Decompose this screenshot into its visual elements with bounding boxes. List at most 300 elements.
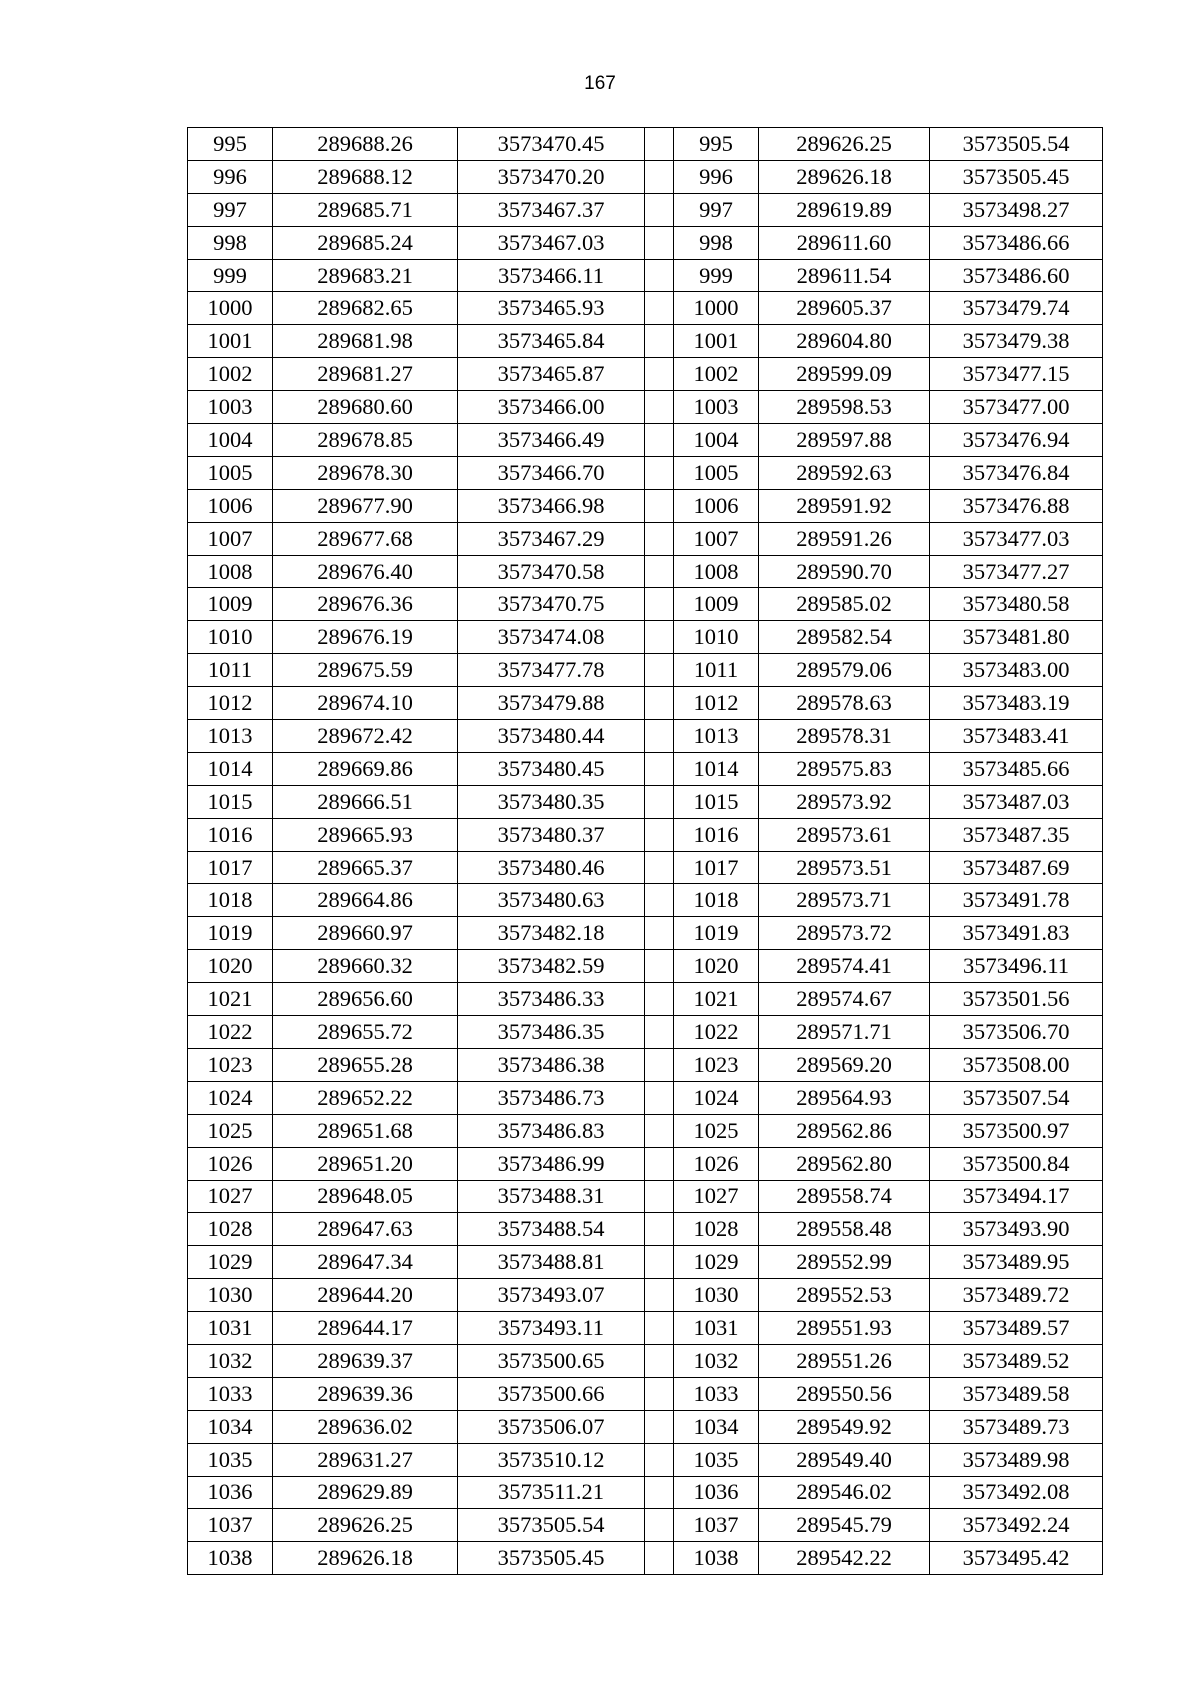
left-x-coordinate-cell: 289676.19 — [273, 621, 458, 654]
page-number: 167 — [584, 73, 616, 94]
table-row — [188, 1410, 1103, 1443]
left-x-coordinate-cell: 289672.42 — [273, 720, 458, 753]
right-point-id-cell: 1002 — [674, 358, 759, 391]
right-point-id-cell: 1026 — [674, 1147, 759, 1180]
left-point-id-cell: 1026 — [188, 1147, 273, 1180]
right-y-coordinate-cell: 3573492.24 — [930, 1509, 1103, 1542]
left-x-coordinate-cell: 289626.18 — [273, 1542, 458, 1575]
right-y-coordinate-cell: 3573483.19 — [930, 687, 1103, 720]
separator-cell — [645, 226, 674, 259]
separator-cell — [645, 1114, 674, 1147]
table-row — [188, 1114, 1103, 1147]
table-row — [188, 160, 1103, 193]
left-point-id-cell: 1031 — [188, 1312, 273, 1345]
left-y-coordinate-cell: 3573486.83 — [458, 1114, 645, 1147]
left-y-coordinate-cell: 3573465.87 — [458, 358, 645, 391]
right-y-coordinate-cell: 3573508.00 — [930, 1048, 1103, 1081]
left-y-coordinate-cell: 3573493.11 — [458, 1312, 645, 1345]
separator-cell — [645, 1377, 674, 1410]
left-point-id-cell: 1006 — [188, 489, 273, 522]
table-row — [188, 555, 1103, 588]
left-y-coordinate-cell: 3573465.84 — [458, 325, 645, 358]
separator-cell — [645, 851, 674, 884]
left-y-coordinate-cell: 3573486.33 — [458, 983, 645, 1016]
separator-cell — [645, 1312, 674, 1345]
right-x-coordinate-cell: 289605.37 — [759, 292, 930, 325]
left-x-coordinate-cell: 289681.98 — [273, 325, 458, 358]
left-y-coordinate-cell: 3573466.11 — [458, 259, 645, 292]
table-row — [188, 917, 1103, 950]
left-y-coordinate-cell: 3573466.70 — [458, 456, 645, 489]
right-point-id-cell: 1032 — [674, 1344, 759, 1377]
right-x-coordinate-cell: 289551.26 — [759, 1344, 930, 1377]
table-row — [188, 1016, 1103, 1049]
right-point-id-cell: 1009 — [674, 588, 759, 621]
left-y-coordinate-cell: 3573511.21 — [458, 1476, 645, 1509]
left-point-id-cell: 1038 — [188, 1542, 273, 1575]
right-point-id-cell: 1029 — [674, 1246, 759, 1279]
left-point-id-cell: 1015 — [188, 785, 273, 818]
right-x-coordinate-cell: 289573.71 — [759, 884, 930, 917]
table-row — [188, 128, 1103, 161]
right-point-id-cell: 1010 — [674, 621, 759, 654]
left-y-coordinate-cell: 3573470.75 — [458, 588, 645, 621]
left-point-id-cell: 1032 — [188, 1344, 273, 1377]
left-point-id-cell: 1009 — [188, 588, 273, 621]
left-x-coordinate-cell: 289688.12 — [273, 160, 458, 193]
left-point-id-cell: 1029 — [188, 1246, 273, 1279]
left-point-id-cell: 1033 — [188, 1377, 273, 1410]
left-point-id-cell: 1021 — [188, 983, 273, 1016]
right-y-coordinate-cell: 3573489.95 — [930, 1246, 1103, 1279]
right-point-id-cell: 1035 — [674, 1443, 759, 1476]
left-point-id-cell: 1013 — [188, 720, 273, 753]
right-x-coordinate-cell: 289592.63 — [759, 456, 930, 489]
right-point-id-cell: 1006 — [674, 489, 759, 522]
left-y-coordinate-cell: 3573505.45 — [458, 1542, 645, 1575]
right-x-coordinate-cell: 289569.20 — [759, 1048, 930, 1081]
left-point-id-cell: 1019 — [188, 917, 273, 950]
right-x-coordinate-cell: 289574.41 — [759, 950, 930, 983]
left-y-coordinate-cell: 3573486.99 — [458, 1147, 645, 1180]
separator-cell — [645, 456, 674, 489]
right-point-id-cell: 1015 — [674, 785, 759, 818]
left-y-coordinate-cell: 3573493.07 — [458, 1279, 645, 1312]
separator-cell — [645, 818, 674, 851]
right-y-coordinate-cell: 3573477.00 — [930, 391, 1103, 424]
separator-cell — [645, 950, 674, 983]
separator-cell — [645, 752, 674, 785]
right-point-id-cell: 996 — [674, 160, 759, 193]
left-point-id-cell: 1014 — [188, 752, 273, 785]
right-y-coordinate-cell: 3573479.74 — [930, 292, 1103, 325]
right-y-coordinate-cell: 3573505.45 — [930, 160, 1103, 193]
table-row — [188, 1081, 1103, 1114]
separator-cell — [645, 555, 674, 588]
left-point-id-cell: 1035 — [188, 1443, 273, 1476]
table-row — [188, 720, 1103, 753]
separator-cell — [645, 1048, 674, 1081]
separator-cell — [645, 1246, 674, 1279]
table-row — [188, 654, 1103, 687]
right-y-coordinate-cell: 3573492.08 — [930, 1476, 1103, 1509]
separator-cell — [645, 1476, 674, 1509]
table-row — [188, 1476, 1103, 1509]
right-point-id-cell: 997 — [674, 193, 759, 226]
left-y-coordinate-cell: 3573466.00 — [458, 391, 645, 424]
right-y-coordinate-cell: 3573487.03 — [930, 785, 1103, 818]
right-point-id-cell: 1034 — [674, 1410, 759, 1443]
table-row — [188, 1246, 1103, 1279]
left-x-coordinate-cell: 289676.40 — [273, 555, 458, 588]
table-row — [188, 818, 1103, 851]
left-point-id-cell: 998 — [188, 226, 273, 259]
separator-cell — [645, 292, 674, 325]
left-y-coordinate-cell: 3573480.46 — [458, 851, 645, 884]
left-x-coordinate-cell: 289647.34 — [273, 1246, 458, 1279]
right-x-coordinate-cell: 289604.80 — [759, 325, 930, 358]
right-x-coordinate-cell: 289558.74 — [759, 1180, 930, 1213]
left-y-coordinate-cell: 3573467.03 — [458, 226, 645, 259]
right-x-coordinate-cell: 289542.22 — [759, 1542, 930, 1575]
left-point-id-cell: 1003 — [188, 391, 273, 424]
table-row — [188, 226, 1103, 259]
left-x-coordinate-cell: 289647.63 — [273, 1213, 458, 1246]
separator-cell — [645, 1443, 674, 1476]
table-row — [188, 752, 1103, 785]
table-row — [188, 851, 1103, 884]
right-y-coordinate-cell: 3573479.38 — [930, 325, 1103, 358]
left-x-coordinate-cell: 289660.97 — [273, 917, 458, 950]
right-point-id-cell: 1001 — [674, 325, 759, 358]
right-y-coordinate-cell: 3573496.11 — [930, 950, 1103, 983]
right-point-id-cell: 1023 — [674, 1048, 759, 1081]
table-row — [188, 1509, 1103, 1542]
left-y-coordinate-cell: 3573482.18 — [458, 917, 645, 950]
left-point-id-cell: 997 — [188, 193, 273, 226]
left-point-id-cell: 1036 — [188, 1476, 273, 1509]
right-y-coordinate-cell: 3573507.54 — [930, 1081, 1103, 1114]
right-y-coordinate-cell: 3573477.03 — [930, 522, 1103, 555]
right-y-coordinate-cell: 3573485.66 — [930, 752, 1103, 785]
left-y-coordinate-cell: 3573466.49 — [458, 424, 645, 457]
left-x-coordinate-cell: 289629.89 — [273, 1476, 458, 1509]
left-x-coordinate-cell: 289685.24 — [273, 226, 458, 259]
left-y-coordinate-cell: 3573488.81 — [458, 1246, 645, 1279]
left-y-coordinate-cell: 3573465.93 — [458, 292, 645, 325]
right-x-coordinate-cell: 289582.54 — [759, 621, 930, 654]
separator-cell — [645, 489, 674, 522]
left-x-coordinate-cell: 289677.68 — [273, 522, 458, 555]
right-x-coordinate-cell: 289552.99 — [759, 1246, 930, 1279]
left-point-id-cell: 1001 — [188, 325, 273, 358]
left-x-coordinate-cell: 289626.25 — [273, 1509, 458, 1542]
separator-cell — [645, 687, 674, 720]
table-row — [188, 1443, 1103, 1476]
left-point-id-cell: 1011 — [188, 654, 273, 687]
separator-cell — [645, 193, 674, 226]
table-row — [188, 522, 1103, 555]
left-x-coordinate-cell: 289651.68 — [273, 1114, 458, 1147]
right-point-id-cell: 1021 — [674, 983, 759, 1016]
left-point-id-cell: 1016 — [188, 818, 273, 851]
left-point-id-cell: 1002 — [188, 358, 273, 391]
right-point-id-cell: 1036 — [674, 1476, 759, 1509]
left-x-coordinate-cell: 289678.30 — [273, 456, 458, 489]
separator-cell — [645, 424, 674, 457]
separator-cell — [645, 522, 674, 555]
left-y-coordinate-cell: 3573479.88 — [458, 687, 645, 720]
right-point-id-cell: 1013 — [674, 720, 759, 753]
left-x-coordinate-cell: 289631.27 — [273, 1443, 458, 1476]
left-point-id-cell: 1017 — [188, 851, 273, 884]
left-x-coordinate-cell: 289636.02 — [273, 1410, 458, 1443]
left-y-coordinate-cell: 3573480.45 — [458, 752, 645, 785]
table-row — [188, 621, 1103, 654]
right-x-coordinate-cell: 289549.40 — [759, 1443, 930, 1476]
right-point-id-cell: 1016 — [674, 818, 759, 851]
right-x-coordinate-cell: 289551.93 — [759, 1312, 930, 1345]
left-y-coordinate-cell: 3573480.63 — [458, 884, 645, 917]
right-x-coordinate-cell: 289546.02 — [759, 1476, 930, 1509]
right-point-id-cell: 1008 — [674, 555, 759, 588]
left-point-id-cell: 1007 — [188, 522, 273, 555]
right-x-coordinate-cell: 289562.86 — [759, 1114, 930, 1147]
table-row — [188, 456, 1103, 489]
right-point-id-cell: 1025 — [674, 1114, 759, 1147]
right-point-id-cell: 999 — [674, 259, 759, 292]
right-x-coordinate-cell: 289578.31 — [759, 720, 930, 753]
left-x-coordinate-cell: 289682.65 — [273, 292, 458, 325]
left-x-coordinate-cell: 289651.20 — [273, 1147, 458, 1180]
right-x-coordinate-cell: 289591.92 — [759, 489, 930, 522]
right-point-id-cell: 1020 — [674, 950, 759, 983]
separator-cell — [645, 720, 674, 753]
table-row — [188, 259, 1103, 292]
left-y-coordinate-cell: 3573506.07 — [458, 1410, 645, 1443]
separator-cell — [645, 1016, 674, 1049]
left-x-coordinate-cell: 289685.71 — [273, 193, 458, 226]
table-row — [188, 1344, 1103, 1377]
left-y-coordinate-cell: 3573486.73 — [458, 1081, 645, 1114]
right-y-coordinate-cell: 3573491.83 — [930, 917, 1103, 950]
separator-cell — [645, 1180, 674, 1213]
table-row — [188, 950, 1103, 983]
right-y-coordinate-cell: 3573483.41 — [930, 720, 1103, 753]
separator-cell — [645, 588, 674, 621]
right-x-coordinate-cell: 289573.51 — [759, 851, 930, 884]
table-row — [188, 884, 1103, 917]
table-row — [188, 1312, 1103, 1345]
right-y-coordinate-cell: 3573483.00 — [930, 654, 1103, 687]
right-x-coordinate-cell: 289599.09 — [759, 358, 930, 391]
right-y-coordinate-cell: 3573476.94 — [930, 424, 1103, 457]
right-point-id-cell: 1014 — [674, 752, 759, 785]
left-y-coordinate-cell: 3573480.35 — [458, 785, 645, 818]
left-point-id-cell: 1012 — [188, 687, 273, 720]
separator-cell — [645, 621, 674, 654]
left-y-coordinate-cell: 3573474.08 — [458, 621, 645, 654]
table-row — [188, 1279, 1103, 1312]
table-row — [188, 1542, 1103, 1575]
right-point-id-cell: 1024 — [674, 1081, 759, 1114]
separator-cell — [645, 128, 674, 161]
left-y-coordinate-cell: 3573488.54 — [458, 1213, 645, 1246]
right-y-coordinate-cell: 3573476.84 — [930, 456, 1103, 489]
left-x-coordinate-cell: 289676.36 — [273, 588, 458, 621]
left-x-coordinate-cell: 289675.59 — [273, 654, 458, 687]
right-y-coordinate-cell: 3573506.70 — [930, 1016, 1103, 1049]
right-y-coordinate-cell: 3573489.98 — [930, 1443, 1103, 1476]
table-row — [188, 325, 1103, 358]
left-point-id-cell: 999 — [188, 259, 273, 292]
left-x-coordinate-cell: 289648.05 — [273, 1180, 458, 1213]
right-x-coordinate-cell: 289558.48 — [759, 1213, 930, 1246]
right-x-coordinate-cell: 289591.26 — [759, 522, 930, 555]
left-point-id-cell: 996 — [188, 160, 273, 193]
right-x-coordinate-cell: 289578.63 — [759, 687, 930, 720]
right-x-coordinate-cell: 289562.80 — [759, 1147, 930, 1180]
right-point-id-cell: 1033 — [674, 1377, 759, 1410]
left-point-id-cell: 1008 — [188, 555, 273, 588]
left-x-coordinate-cell: 289678.85 — [273, 424, 458, 457]
left-y-coordinate-cell: 3573480.37 — [458, 818, 645, 851]
left-point-id-cell: 1025 — [188, 1114, 273, 1147]
table-row — [188, 983, 1103, 1016]
table-row — [188, 489, 1103, 522]
separator-cell — [645, 1081, 674, 1114]
coordinates-table — [187, 127, 1103, 1575]
left-x-coordinate-cell: 289644.20 — [273, 1279, 458, 1312]
right-y-coordinate-cell: 3573477.27 — [930, 555, 1103, 588]
right-x-coordinate-cell: 289590.70 — [759, 555, 930, 588]
left-y-coordinate-cell: 3573488.31 — [458, 1180, 645, 1213]
left-x-coordinate-cell: 289655.28 — [273, 1048, 458, 1081]
right-x-coordinate-cell: 289573.72 — [759, 917, 930, 950]
separator-cell — [645, 391, 674, 424]
left-y-coordinate-cell: 3573470.58 — [458, 555, 645, 588]
left-x-coordinate-cell: 289669.86 — [273, 752, 458, 785]
separator-cell — [645, 884, 674, 917]
right-point-id-cell: 1037 — [674, 1509, 759, 1542]
right-y-coordinate-cell: 3573491.78 — [930, 884, 1103, 917]
right-y-coordinate-cell: 3573493.90 — [930, 1213, 1103, 1246]
left-x-coordinate-cell: 289681.27 — [273, 358, 458, 391]
table-row — [188, 687, 1103, 720]
left-point-id-cell: 995 — [188, 128, 273, 161]
left-y-coordinate-cell: 3573470.45 — [458, 128, 645, 161]
separator-cell — [645, 917, 674, 950]
table-row — [188, 1147, 1103, 1180]
right-point-id-cell: 1018 — [674, 884, 759, 917]
right-point-id-cell: 1038 — [674, 1542, 759, 1575]
left-y-coordinate-cell: 3573500.65 — [458, 1344, 645, 1377]
left-x-coordinate-cell: 289655.72 — [273, 1016, 458, 1049]
left-point-id-cell: 1030 — [188, 1279, 273, 1312]
right-x-coordinate-cell: 289611.60 — [759, 226, 930, 259]
right-y-coordinate-cell: 3573505.54 — [930, 128, 1103, 161]
right-point-id-cell: 1000 — [674, 292, 759, 325]
right-y-coordinate-cell: 3573500.84 — [930, 1147, 1103, 1180]
left-y-coordinate-cell: 3573482.59 — [458, 950, 645, 983]
left-x-coordinate-cell: 289639.37 — [273, 1344, 458, 1377]
left-point-id-cell: 1010 — [188, 621, 273, 654]
right-x-coordinate-cell: 289619.89 — [759, 193, 930, 226]
right-point-id-cell: 1005 — [674, 456, 759, 489]
left-x-coordinate-cell: 289660.32 — [273, 950, 458, 983]
left-x-coordinate-cell: 289680.60 — [273, 391, 458, 424]
table-row — [188, 358, 1103, 391]
left-point-id-cell: 1005 — [188, 456, 273, 489]
right-x-coordinate-cell: 289579.06 — [759, 654, 930, 687]
left-x-coordinate-cell: 289666.51 — [273, 785, 458, 818]
left-point-id-cell: 1022 — [188, 1016, 273, 1049]
right-y-coordinate-cell: 3573476.88 — [930, 489, 1103, 522]
table-row — [188, 193, 1103, 226]
right-x-coordinate-cell: 289626.25 — [759, 128, 930, 161]
left-point-id-cell: 1034 — [188, 1410, 273, 1443]
left-point-id-cell: 1004 — [188, 424, 273, 457]
left-x-coordinate-cell: 289644.17 — [273, 1312, 458, 1345]
table-row — [188, 1048, 1103, 1081]
right-x-coordinate-cell: 289574.67 — [759, 983, 930, 1016]
left-y-coordinate-cell: 3573500.66 — [458, 1377, 645, 1410]
right-point-id-cell: 1030 — [674, 1279, 759, 1312]
table-row — [188, 785, 1103, 818]
left-x-coordinate-cell: 289656.60 — [273, 983, 458, 1016]
right-y-coordinate-cell: 3573486.66 — [930, 226, 1103, 259]
left-y-coordinate-cell: 3573470.20 — [458, 160, 645, 193]
left-point-id-cell: 1024 — [188, 1081, 273, 1114]
right-y-coordinate-cell: 3573486.60 — [930, 259, 1103, 292]
right-y-coordinate-cell: 3573489.72 — [930, 1279, 1103, 1312]
right-x-coordinate-cell: 289626.18 — [759, 160, 930, 193]
separator-cell — [645, 259, 674, 292]
coordinates-table-body — [188, 128, 1103, 1575]
right-x-coordinate-cell: 289564.93 — [759, 1081, 930, 1114]
right-point-id-cell: 1004 — [674, 424, 759, 457]
table-row — [188, 1377, 1103, 1410]
left-point-id-cell: 1000 — [188, 292, 273, 325]
left-y-coordinate-cell: 3573480.44 — [458, 720, 645, 753]
right-point-id-cell: 1019 — [674, 917, 759, 950]
right-point-id-cell: 1028 — [674, 1213, 759, 1246]
right-y-coordinate-cell: 3573495.42 — [930, 1542, 1103, 1575]
left-y-coordinate-cell: 3573467.29 — [458, 522, 645, 555]
right-x-coordinate-cell: 289545.79 — [759, 1509, 930, 1542]
left-x-coordinate-cell: 289674.10 — [273, 687, 458, 720]
table-row — [188, 588, 1103, 621]
right-point-id-cell: 1011 — [674, 654, 759, 687]
left-y-coordinate-cell: 3573466.98 — [458, 489, 645, 522]
right-x-coordinate-cell: 289597.88 — [759, 424, 930, 457]
separator-cell — [645, 325, 674, 358]
right-point-id-cell: 1022 — [674, 1016, 759, 1049]
right-y-coordinate-cell: 3573489.52 — [930, 1344, 1103, 1377]
left-point-id-cell: 1020 — [188, 950, 273, 983]
separator-cell — [645, 160, 674, 193]
separator-cell — [645, 1542, 674, 1575]
right-y-coordinate-cell: 3573487.35 — [930, 818, 1103, 851]
left-y-coordinate-cell: 3573467.37 — [458, 193, 645, 226]
left-y-coordinate-cell: 3573505.54 — [458, 1509, 645, 1542]
right-point-id-cell: 998 — [674, 226, 759, 259]
table-row — [188, 1213, 1103, 1246]
left-x-coordinate-cell: 289665.93 — [273, 818, 458, 851]
right-x-coordinate-cell: 289552.53 — [759, 1279, 930, 1312]
right-y-coordinate-cell: 3573494.17 — [930, 1180, 1103, 1213]
separator-cell — [645, 1509, 674, 1542]
